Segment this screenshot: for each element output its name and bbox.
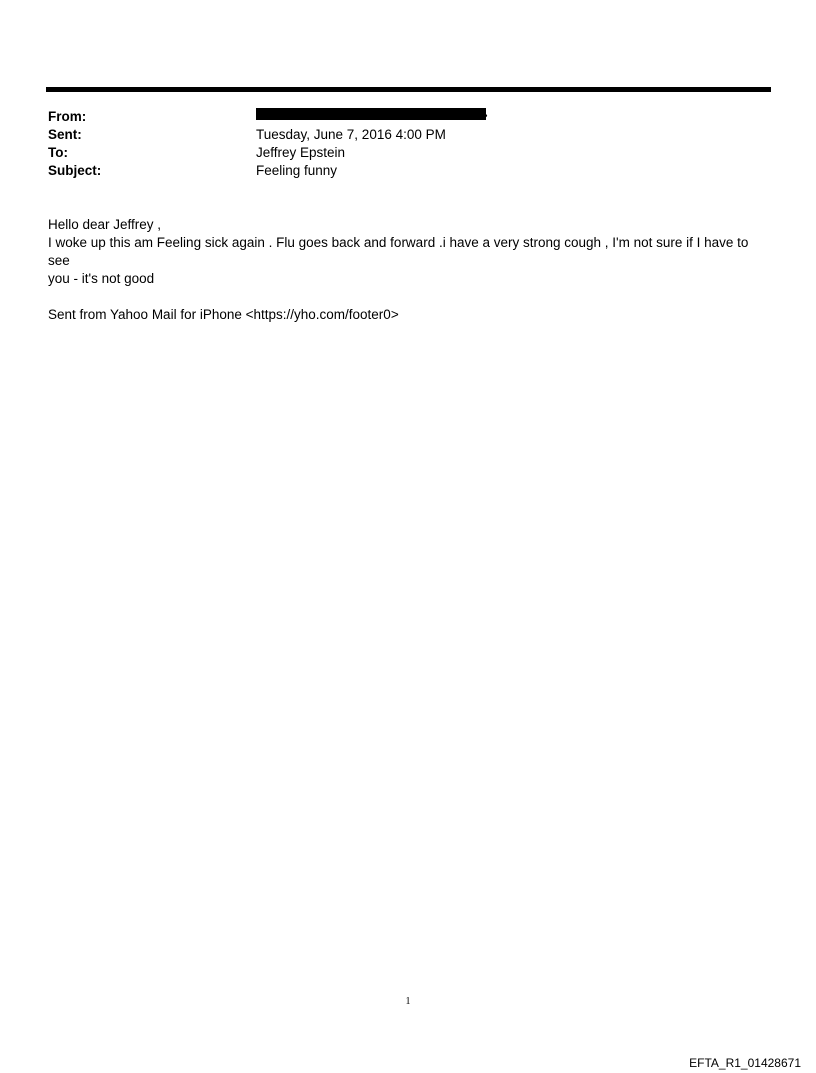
from-row (48, 108, 768, 126)
from-redaction (256, 108, 486, 120)
to-label: To: (48, 145, 68, 160)
page-number: 1 (405, 996, 411, 1007)
sent-value: Tuesday, June 7, 2016 4:00 PM (256, 127, 446, 142)
subject-row (48, 162, 768, 180)
body-line-1: I woke up this am Feeling sick again . Flu goes back and forward .i have a very strong cough , I'm not sure if I have to see (48, 235, 753, 268)
sent-label: Sent: (48, 127, 82, 142)
body-line-2: you - it's not good (48, 271, 155, 286)
header-divider (46, 87, 771, 92)
bates-number: EFTA_R1_01428671 (689, 1056, 801, 1070)
to-row (48, 144, 768, 162)
email-body (48, 216, 773, 324)
to-value: Jeffrey Epstein (256, 145, 346, 160)
email-header (48, 108, 768, 180)
redaction-edge-mark: • (484, 111, 488, 122)
greeting: Hello dear Jeffrey , (48, 217, 162, 232)
sent-row (48, 126, 768, 144)
from-label: From: (48, 109, 87, 124)
email-signature: Sent from Yahoo Mail for iPhone <https://yho.com/footer0> (48, 307, 399, 322)
subject-value: Feeling funny (256, 163, 338, 178)
subject-label: Subject: (48, 163, 102, 178)
